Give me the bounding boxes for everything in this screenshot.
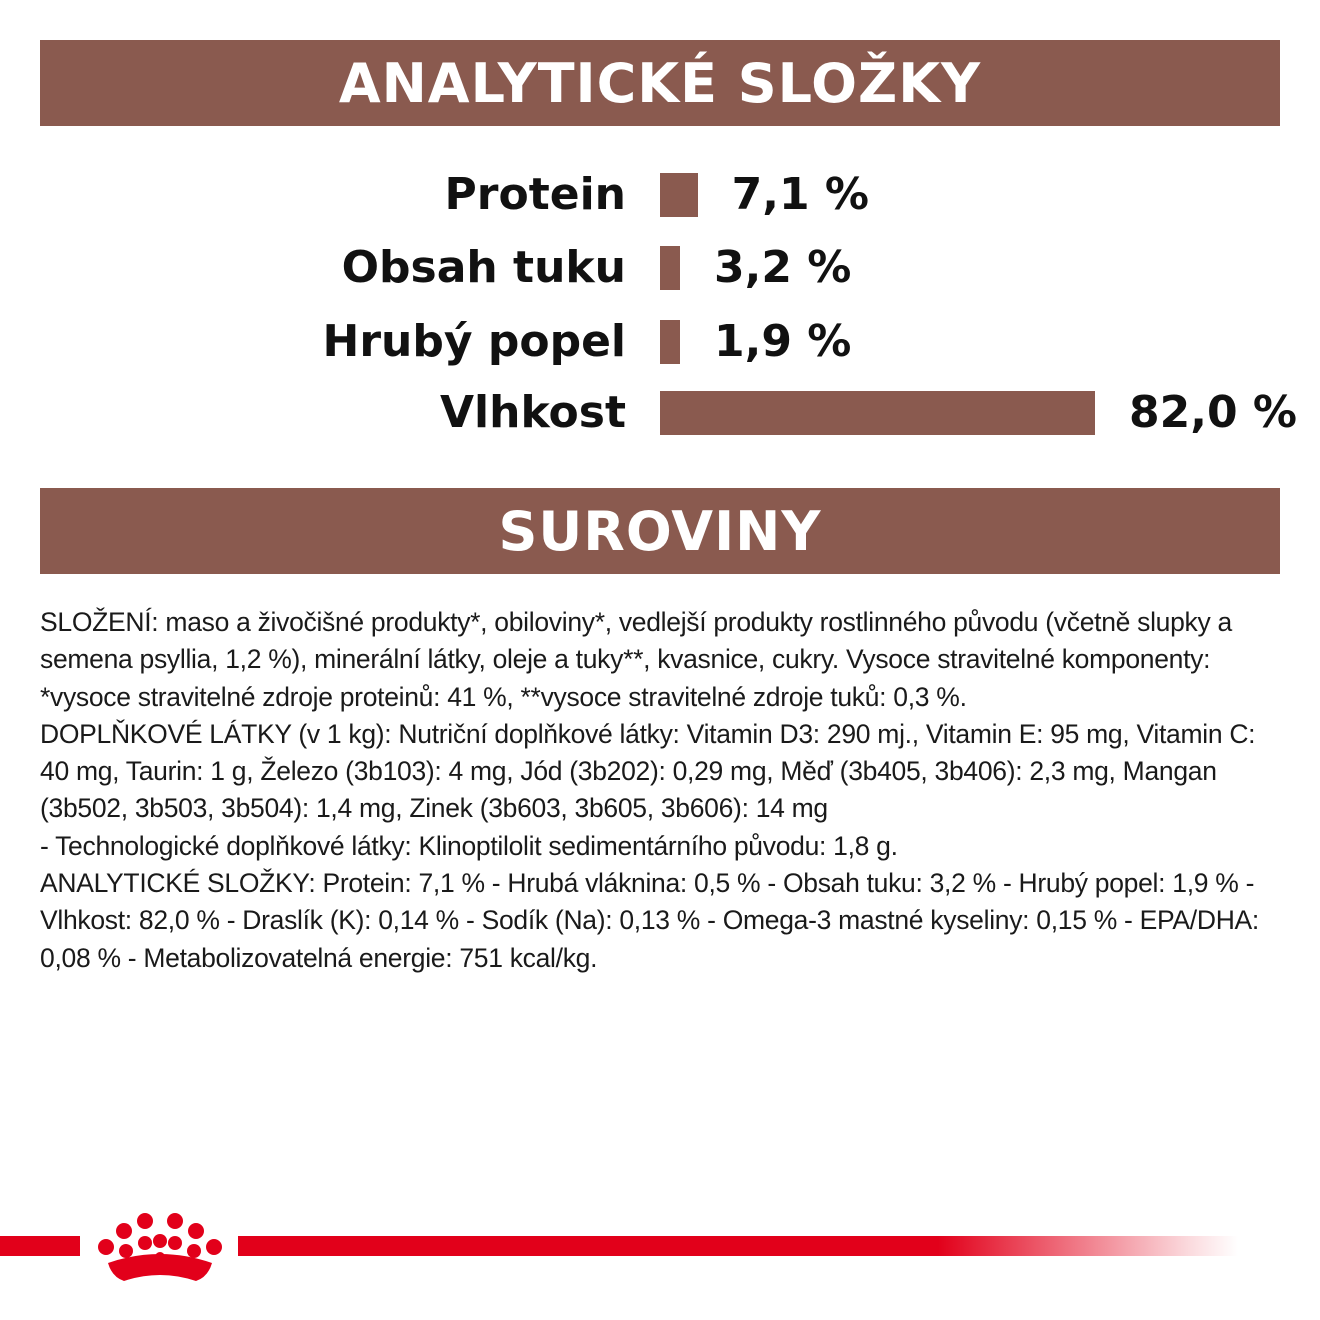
chart-row: [0, 383, 1320, 443]
additives-paragraph: DOPLŇKOVÉ LÁTKY (v 1 kg): Nutriční doplňkové látky: Vitamin D3: 290 mj., Vitamin E: 95 mg, Vitamin C: 40 mg, Taurin: 1 g, Železo (3b103): 4 mg, Jód (3b202): 0,29 mg, Měď (3b405, 3b406): 2,3 mg, Mangan (3b502, 3b503, 3b504): 1,4 mg, Zinek (3b603, 3b605, 3b606): 14 mg: [40, 718, 1256, 824]
value-label: 82,0 %: [1129, 387, 1297, 438]
chart-row: [0, 238, 1320, 298]
category-label: Obsah tuku: [341, 242, 626, 293]
chart-row: [0, 165, 1320, 225]
footer-accent-line-right: [238, 1236, 1238, 1256]
chart-row: [0, 312, 1320, 372]
analytic-components-banner: [40, 40, 1280, 126]
category-label: Vlhkost: [440, 387, 626, 438]
bar: [660, 173, 698, 217]
ingredients-text: [40, 604, 1290, 977]
royal-canin-crown-icon: [90, 1205, 230, 1285]
analytic-components-title: ANALYTICKÉ SLOŽKY: [338, 51, 982, 115]
footer-accent-line-left: [0, 1236, 80, 1256]
category-label: Protein: [444, 169, 626, 220]
ingredients-banner: [40, 488, 1280, 574]
analytic-components-chart: [0, 150, 1320, 450]
value-label: 7,1 %: [731, 169, 870, 220]
category-label: Hrubý popel: [322, 316, 626, 367]
bar: [660, 391, 1095, 435]
technological-additives-paragraph: - Technologické doplňkové látky: Klinoptilolit sedimentárního původu: 1,8 g.: [40, 830, 898, 861]
ingredients-title: SUROVINY: [498, 499, 822, 563]
bar: [660, 320, 680, 364]
composition-paragraph: SLOŽENÍ: maso a živočišné produkty*, obiloviny*, vedlejší produkty rostlinného původu (včetně slupky a semena psyllia, 1,2 %), minerální látky, oleje a tuky**, kvasnice, cukry. Vysoce stravitelné komponenty: *vysoce stravitelné zdroje proteinů: 41 %, **vysoce stravitelné zdroje tuků: 0,3 %.: [40, 607, 1232, 712]
value-label: 1,9 %: [714, 316, 852, 367]
analytic-components-paragraph: ANALYTICKÉ SLOŽKY: Protein: 7,1 % - Hrubá vláknina: 0,5 % - Obsah tuku: 3,2 % - Hrubý popel: 1,9 % - Vlhkost: 82,0 % - Draslík (K): 0,14 % - Sodík (Na): 0,13 % - Omega-3 mastné kyseliny: 0,15 % - EPA/DHA: 0,08 % - Metabolizovatelná energie: 751 kcal/kg.: [40, 868, 1259, 973]
bar: [660, 246, 680, 290]
value-label: 3,2 %: [714, 242, 852, 293]
